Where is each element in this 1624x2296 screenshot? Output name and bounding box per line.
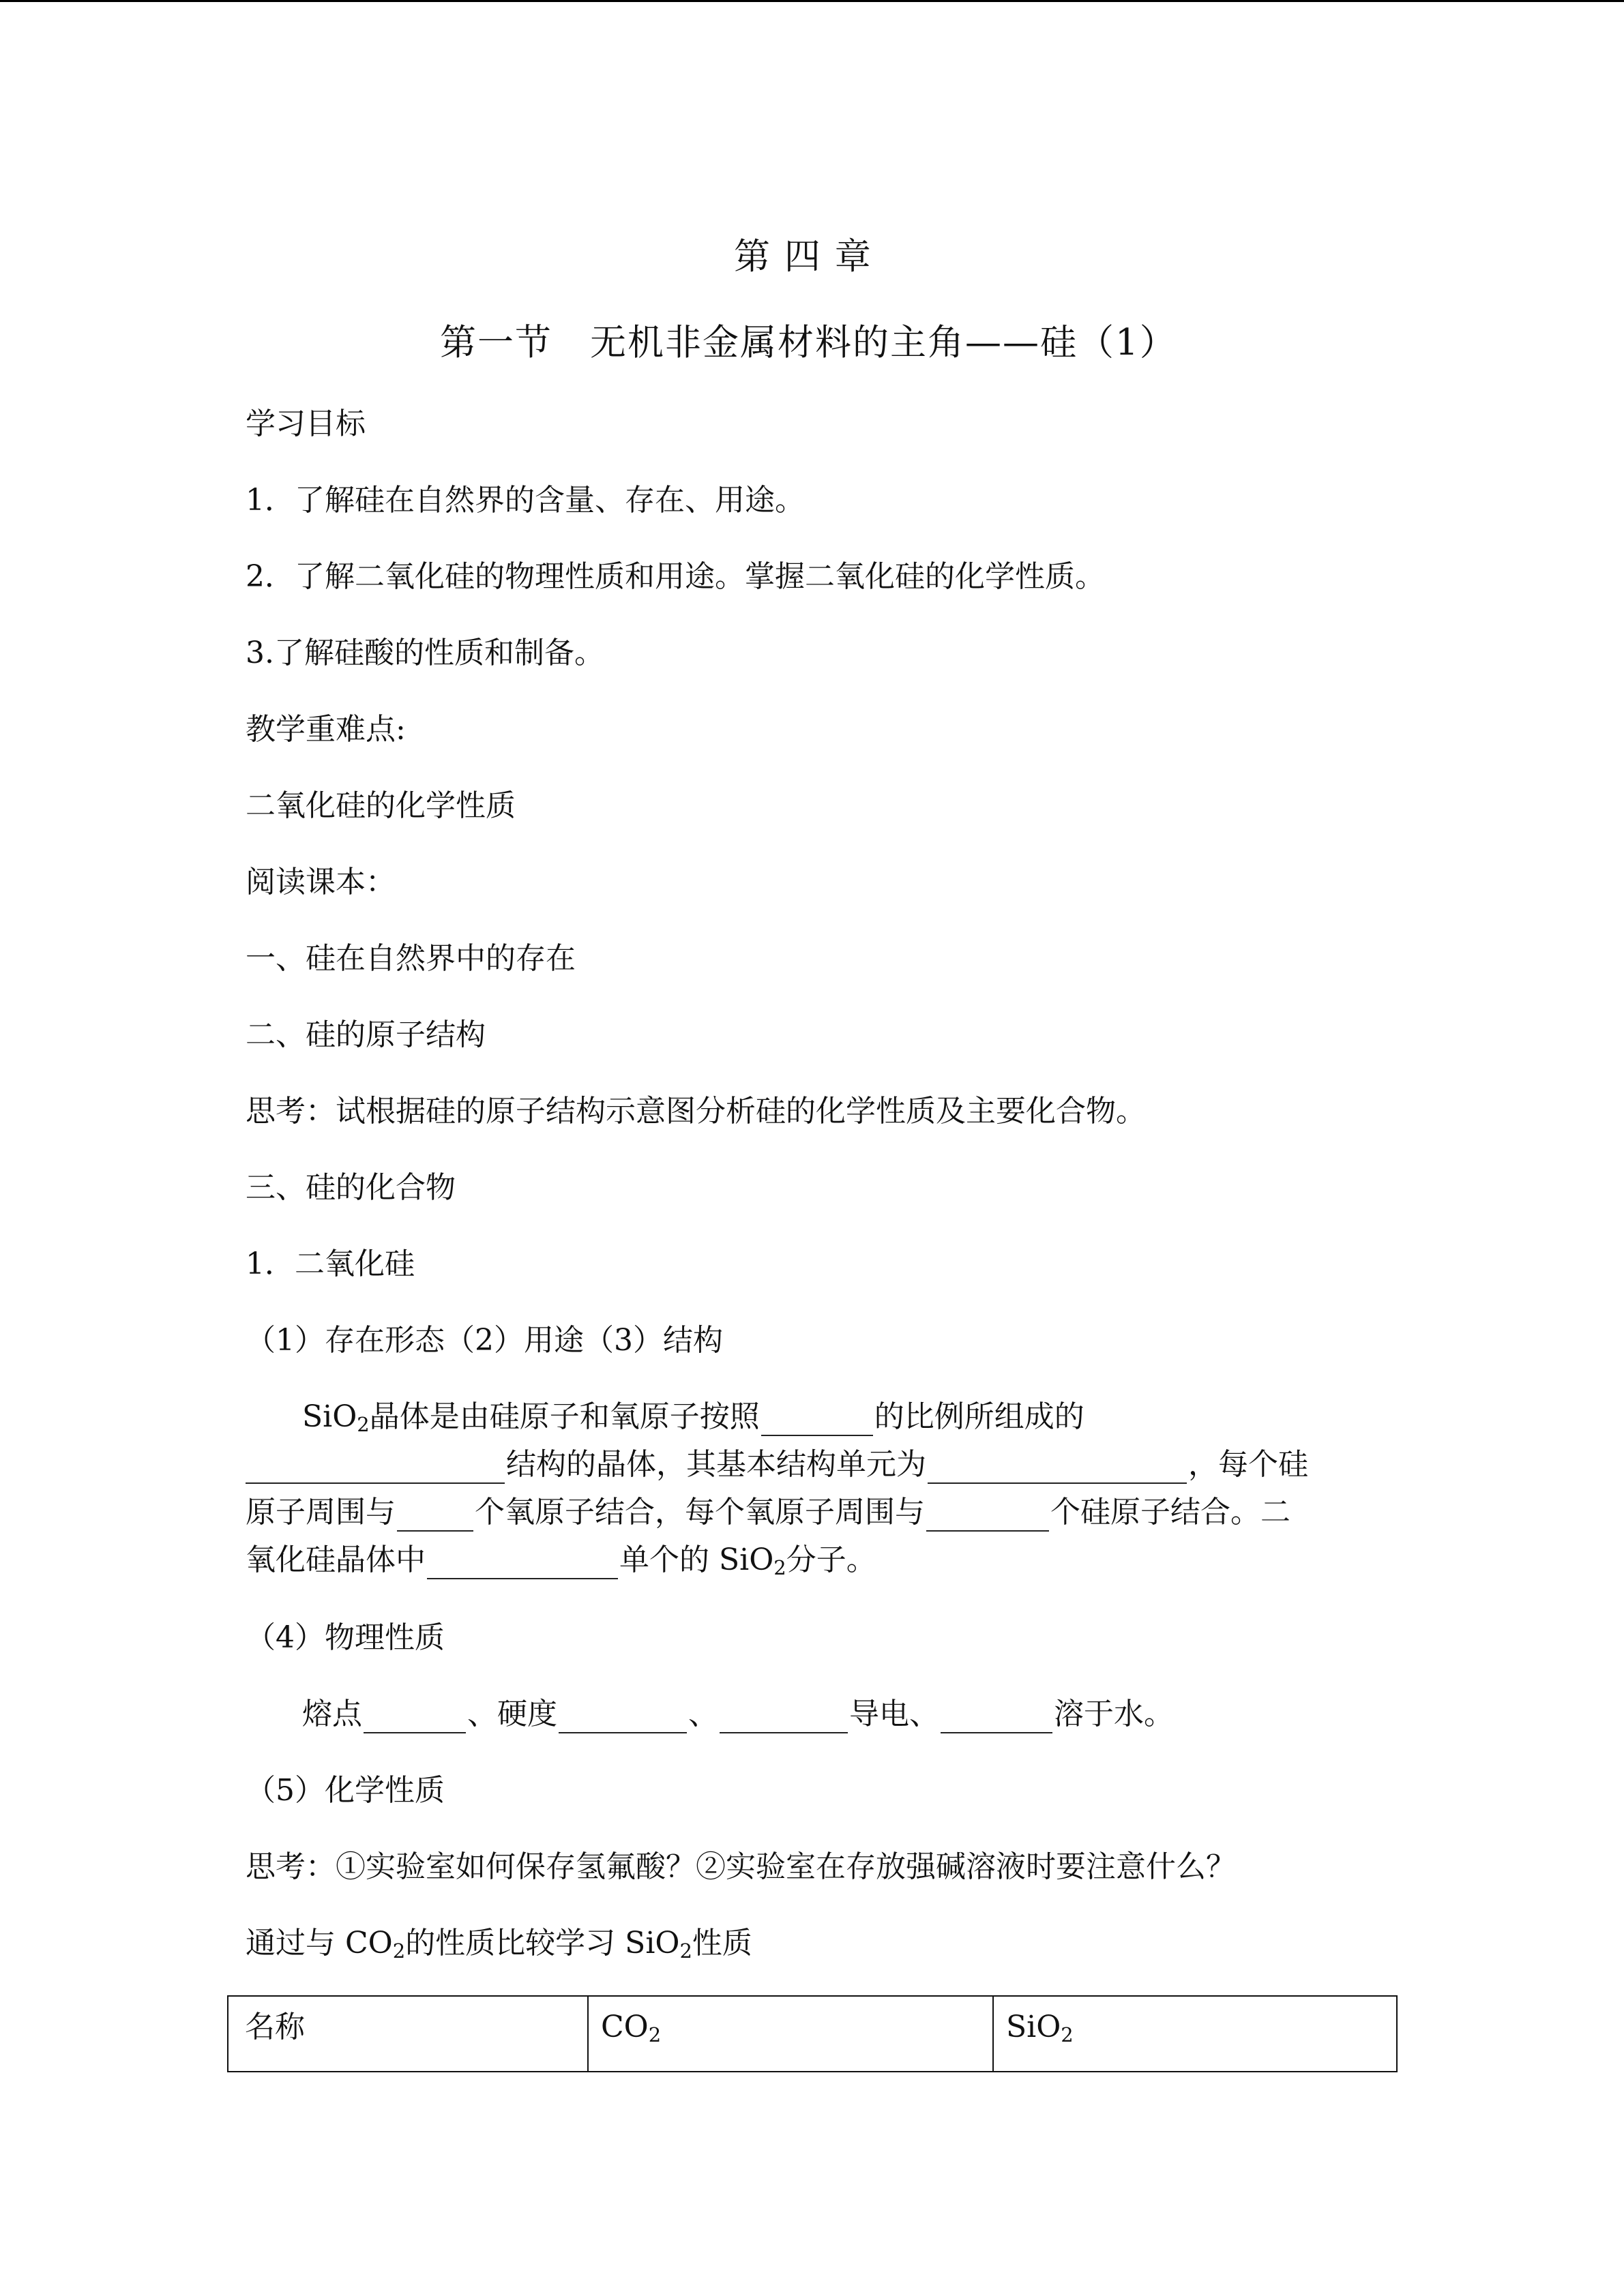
section-heading-3: 三、硅的化合物 [246,1170,456,1205]
sio2-formula: SiO$_2$ [302,1399,370,1436]
reading-heading: 阅读课本： [246,865,396,899]
objective-item-2: 2．了解二氧化硅的物理性质和用途。掌握二氧化硅的化学性质。 [246,559,1105,594]
sio2-formula-2: SiO$_2$ [719,1542,786,1579]
objective-item-1: 1．了解硅在自然界的含量、存在、用途。 [246,483,805,518]
table-header-name: 名称 [228,1997,589,2071]
conductivity-blank[interactable] [720,1703,848,1733]
section-heading-1: 一、硅在自然界中的存在 [246,941,576,976]
objective-item-3: 3.了解硅酸的性质和制备。 [246,636,604,670]
ratio-blank[interactable] [761,1406,873,1436]
solubility-blank[interactable] [941,1703,1052,1733]
physical-properties-line: 熔点 、硬度 、 导电、 溶于水。 [302,1695,1174,1733]
comparison-intro: 通过与 $CO_2$的性质比较学习 SiO$_2$性质 [246,1926,752,1963]
item-silicon-dioxide: 1．二氧化硅 [246,1247,415,1281]
think-question-1: 思考：试根据硅的原子结构示意图分析硅的化学性质及主要化合物。 [246,1094,1146,1129]
subitem-physical-properties: （4）物理性质 [246,1620,445,1655]
structure-line-1: SiO$_2$晶体是由硅原子和氧原子按照 的比例所组成的 [302,1399,1084,1436]
hardness-blank[interactable] [559,1703,687,1733]
molecule-existence-blank[interactable] [427,1549,618,1579]
structure-line-4: 氧化硅晶体中 单个的 SiO$_2$分子。 [246,1542,876,1579]
structure-unit-blank[interactable] [928,1454,1187,1484]
table-header-sio2: SiO$_2$ [1006,2010,1074,2046]
oxygen-count-blank[interactable] [397,1502,473,1532]
structure-line-3: 原子周围与 个氧原子结合，每个氧原子周围与 个硅原子结合。二 [246,1493,1290,1532]
chapter-title: 第 四 章 [734,236,872,278]
section-title: 第一节 无机非金属材料的主角——硅（1） [440,322,1177,363]
structure-line-2: 结构的晶体，其基本结构单元为 ，每个硅 [246,1446,1308,1484]
section-heading-2: 二、硅的原子结构 [246,1017,486,1052]
melting-point-blank[interactable] [364,1703,466,1733]
objectives-heading: 学习目标 [246,406,366,441]
subitems-1-3: （1）存在形态（2）用途（3）结构 [246,1323,723,1358]
key-points-text: 二氧化硅的化学性质 [246,788,516,823]
silicon-count-blank[interactable] [926,1502,1049,1532]
key-points-heading: 教学重难点: [246,712,406,747]
think-question-2: 思考：①实验室如何保存氢氟酸？②实验室在存放强碱溶液时要注意什么？ [246,1849,1236,1884]
subitem-chemical-properties: （5）化学性质 [246,1773,445,1808]
table-header-co2: $CO_2$ [589,1997,994,2071]
structure-type-blank[interactable] [246,1454,505,1484]
comparison-table [227,1995,1398,2072]
top-border-line [0,0,1624,2]
